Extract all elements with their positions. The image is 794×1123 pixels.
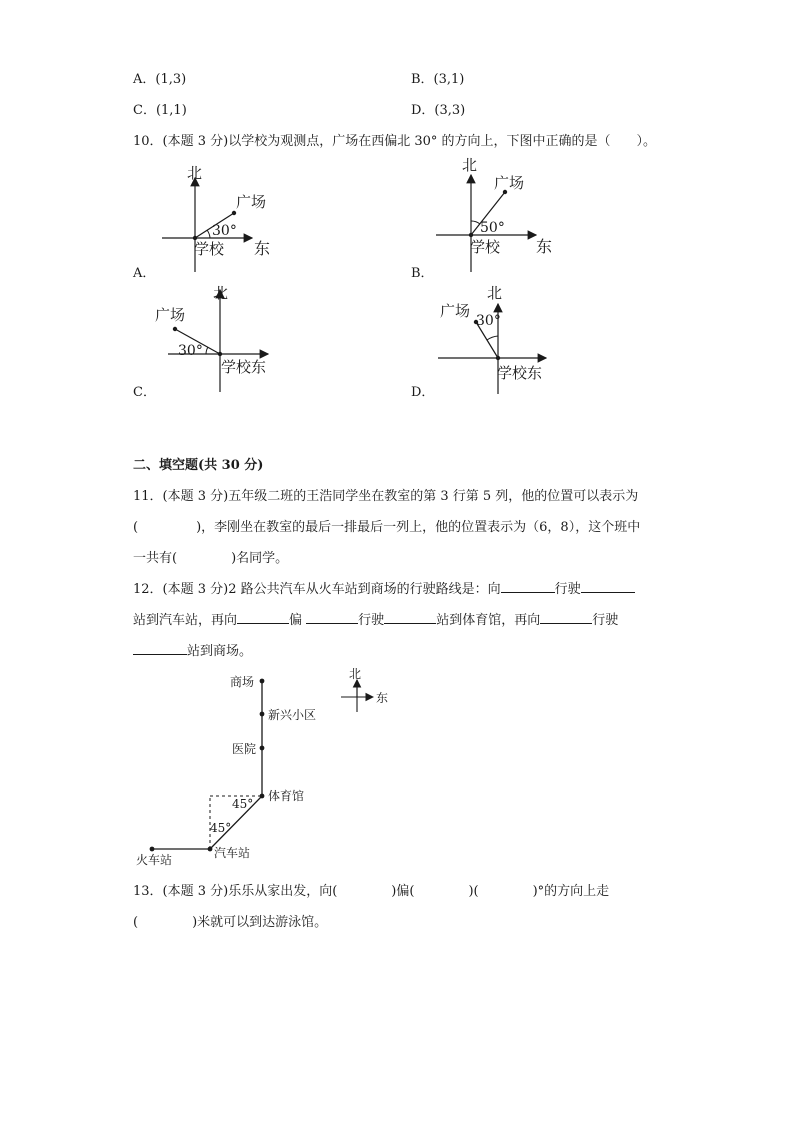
- stadium-label: 体育馆: [268, 789, 305, 803]
- q12-line1: 12．(本题 3 分)2 路公共汽车从火车站到商场的行驶路线是：向 行驶: [133, 578, 635, 597]
- svg-text:50°: 50°: [480, 220, 505, 236]
- angle-label: 30°: [212, 223, 237, 239]
- svg-text:广场: 广场: [155, 306, 186, 324]
- svg-text:30°: 30°: [476, 313, 501, 329]
- q11-line3: 一共有( )名同学。: [133, 551, 289, 566]
- north-label: 北: [187, 164, 203, 182]
- train-station-label: 火车站: [136, 853, 173, 867]
- svg-text:东: 东: [536, 237, 553, 256]
- blank[interactable]: [501, 580, 555, 593]
- hospital-label: 医院: [232, 742, 257, 756]
- q13-line1: 13．(本题 3 分)乐乐从家出发，向( )偏( )( )°的方向上走: [133, 884, 610, 899]
- q12-line2: 站到汽车站，再向 偏 行驶 站到体育馆，再向 行驶: [133, 613, 619, 628]
- option-d: D．(3,3): [411, 103, 466, 118]
- compass-east: 东: [376, 691, 389, 705]
- svg-text:30°: 30°: [178, 343, 203, 359]
- diagram-d-letter: D．: [411, 385, 435, 400]
- diagram-b: [426, 155, 586, 275]
- question-10-stem: 10．(本题 3 分)以学校为观测点，广场在西偏北 30° 的方向上，下图中正确的是（ ）。: [133, 134, 657, 149]
- svg-text:广场: 广场: [494, 174, 525, 192]
- school-label: 学校: [194, 240, 225, 258]
- mall-label: 商场: [230, 675, 255, 689]
- q12-line3: 站到商场。: [133, 640, 252, 659]
- section-title: 二、填空题(共 30 分): [133, 458, 264, 473]
- east-label: 东: [254, 239, 271, 258]
- blank[interactable]: [540, 611, 592, 624]
- q13-line2: ( )米就可以到达游泳馆。: [133, 915, 328, 930]
- svg-text:学校: 学校: [470, 238, 501, 256]
- diagram-c: [150, 282, 310, 392]
- option-c: C．(1,1): [133, 103, 187, 118]
- svg-text:北: 北: [487, 284, 503, 302]
- community-label: 新兴小区: [268, 708, 317, 722]
- diagram-a-letter: A．: [133, 266, 156, 281]
- diagram-a: [150, 160, 310, 280]
- bus-station-label: 汽车站: [214, 846, 251, 860]
- svg-text:学校东: 学校东: [497, 364, 543, 382]
- blank[interactable]: [133, 642, 187, 655]
- angle-top-label: 45°: [232, 797, 254, 811]
- diagram-d: [426, 282, 586, 392]
- blank[interactable]: [581, 580, 635, 593]
- blank[interactable]: [237, 611, 289, 624]
- q11-line2: ( )，李刚坐在教室的最后一排最后一列上，他的位置表示为（6，8），这个班中: [133, 520, 641, 535]
- svg-text:北: 北: [462, 156, 478, 174]
- compass-north: 北: [349, 667, 362, 681]
- diagram-b-letter: B．: [411, 266, 434, 281]
- option-b: B．(3,1): [411, 72, 465, 87]
- option-a: A．(1,3): [133, 72, 187, 87]
- diagram-c-letter: C．: [133, 385, 156, 400]
- svg-text:北: 北: [213, 284, 229, 302]
- q11-line1: 11．(本题 3 分)五年级二班的王浩同学坐在教室的第 3 行第 5 列，他的位置可以表示为: [133, 489, 639, 504]
- blank[interactable]: [306, 611, 358, 624]
- blank[interactable]: [384, 611, 436, 624]
- svg-text:广场: 广场: [440, 302, 471, 320]
- route-map: [130, 662, 430, 872]
- svg-text:学校东: 学校东: [221, 358, 267, 376]
- angle-bottom-label: 45°: [210, 821, 232, 835]
- plaza-label: 广场: [236, 193, 267, 211]
